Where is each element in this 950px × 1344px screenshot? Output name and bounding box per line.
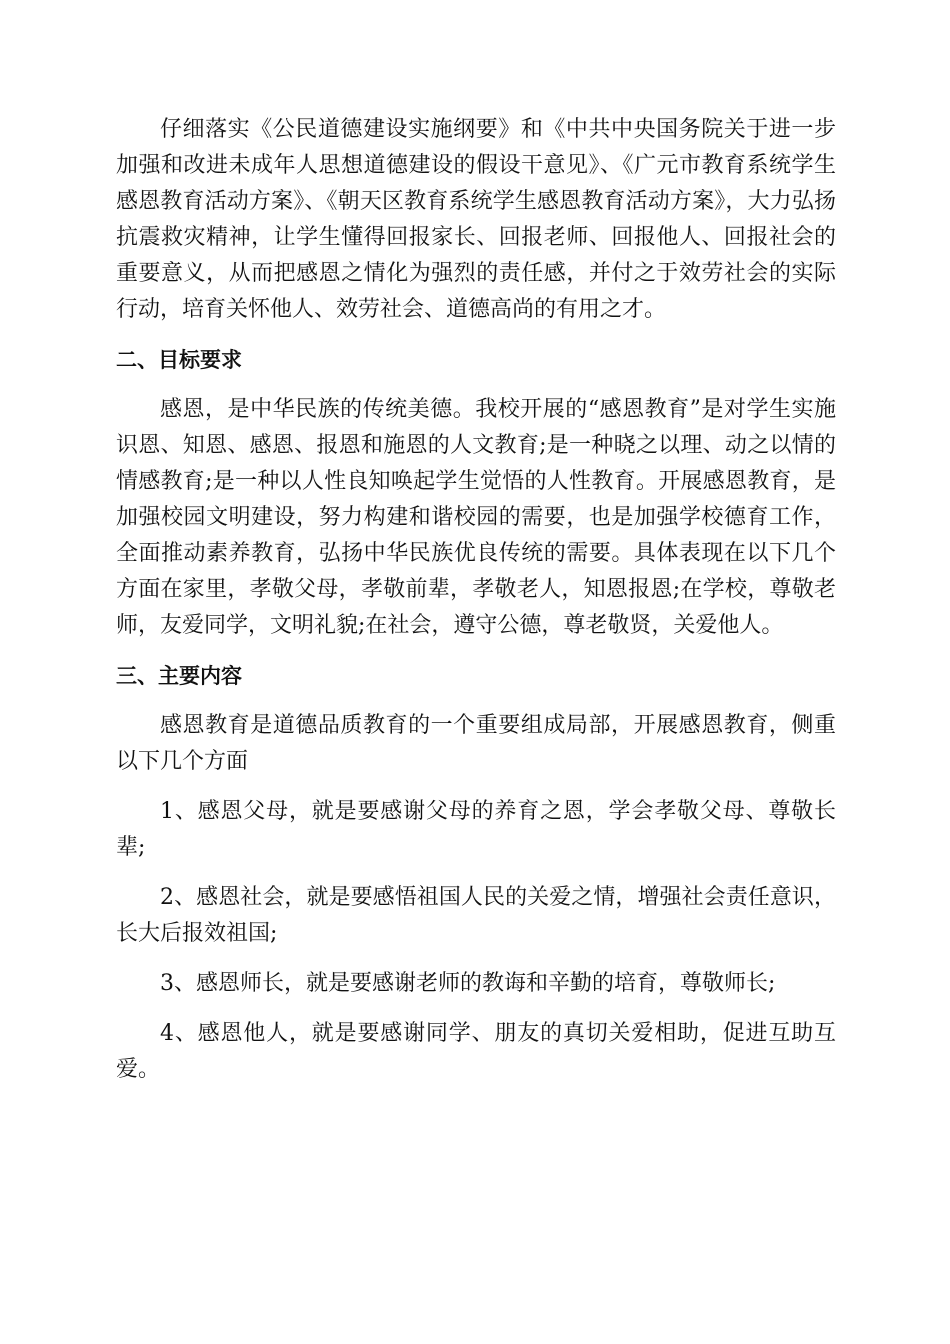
intro-paragraph: 仔细落实《公民道德建设实施纲要》和《中共中央国务院关于进一步加强和改进未成年人思想道德建设的假设干意见》、《广元市教育系统学生感恩教育活动方案》、《朝天区教育系统学生感恩教育活动方案》，大力弘扬抗震救灾精神，让学生懂得回报家长、回报老师、回报他人、回报社会的重要意义，从而把感恩之情化为强烈的责任感，并付之于效劳社会的实际行动，培育关怀他人、效劳社会、道德高尚的有用之才。: [116, 117, 836, 322]
content-paragraph: 感恩教育是道德品质教育的一个重要组成局部，开展感恩教育，侧重以下几个方面: [116, 713, 836, 774]
list-item: 4、感恩他人，就是要感谢同学、朋友的真切关爱相助，促进互助互爱。: [116, 1021, 836, 1082]
list-item: 2、感恩社会，就是要感悟祖国人民的关爱之情，增强社会责任意识，长大后报效祖国;: [116, 885, 836, 946]
goals-paragraph: 感恩，是中华民族的传统美德。我校开展的“感恩教育”是对学生实施识恩、知恩、感恩、报恩和施恩的人文教育;是一种晓之以理、动之以情的情感教育;是一种以人性良知唤起学生觉悟的人性教育。开展感恩教育，是加强校园文明建设，努力构建和谐校园的需要，也是加强学校德育工作，全面推动素养教育，弘扬中华民族优良传统的需要。具体表现在以下几个方面在家里，孝敬父母，孝敬前辈，孝敬老人，知恩报恩;在学校，尊敬老师，友爱同学，文明礼貌;在社会，遵守公德，尊老敬贤，关爱他人。: [116, 397, 836, 638]
section-heading-content: 三、主要内容: [116, 664, 242, 688]
list-item: 1、感恩父母，就是要感谢父母的养育之恩，学会孝敬父母、尊敬长辈;: [116, 799, 836, 860]
list-item: 3、感恩师长，就是要感谢老师的教诲和辛勤的培育，尊敬师长;: [160, 971, 776, 996]
document-body: [116, 112, 836, 1102]
section-heading-goals: 二、目标要求: [116, 348, 242, 372]
